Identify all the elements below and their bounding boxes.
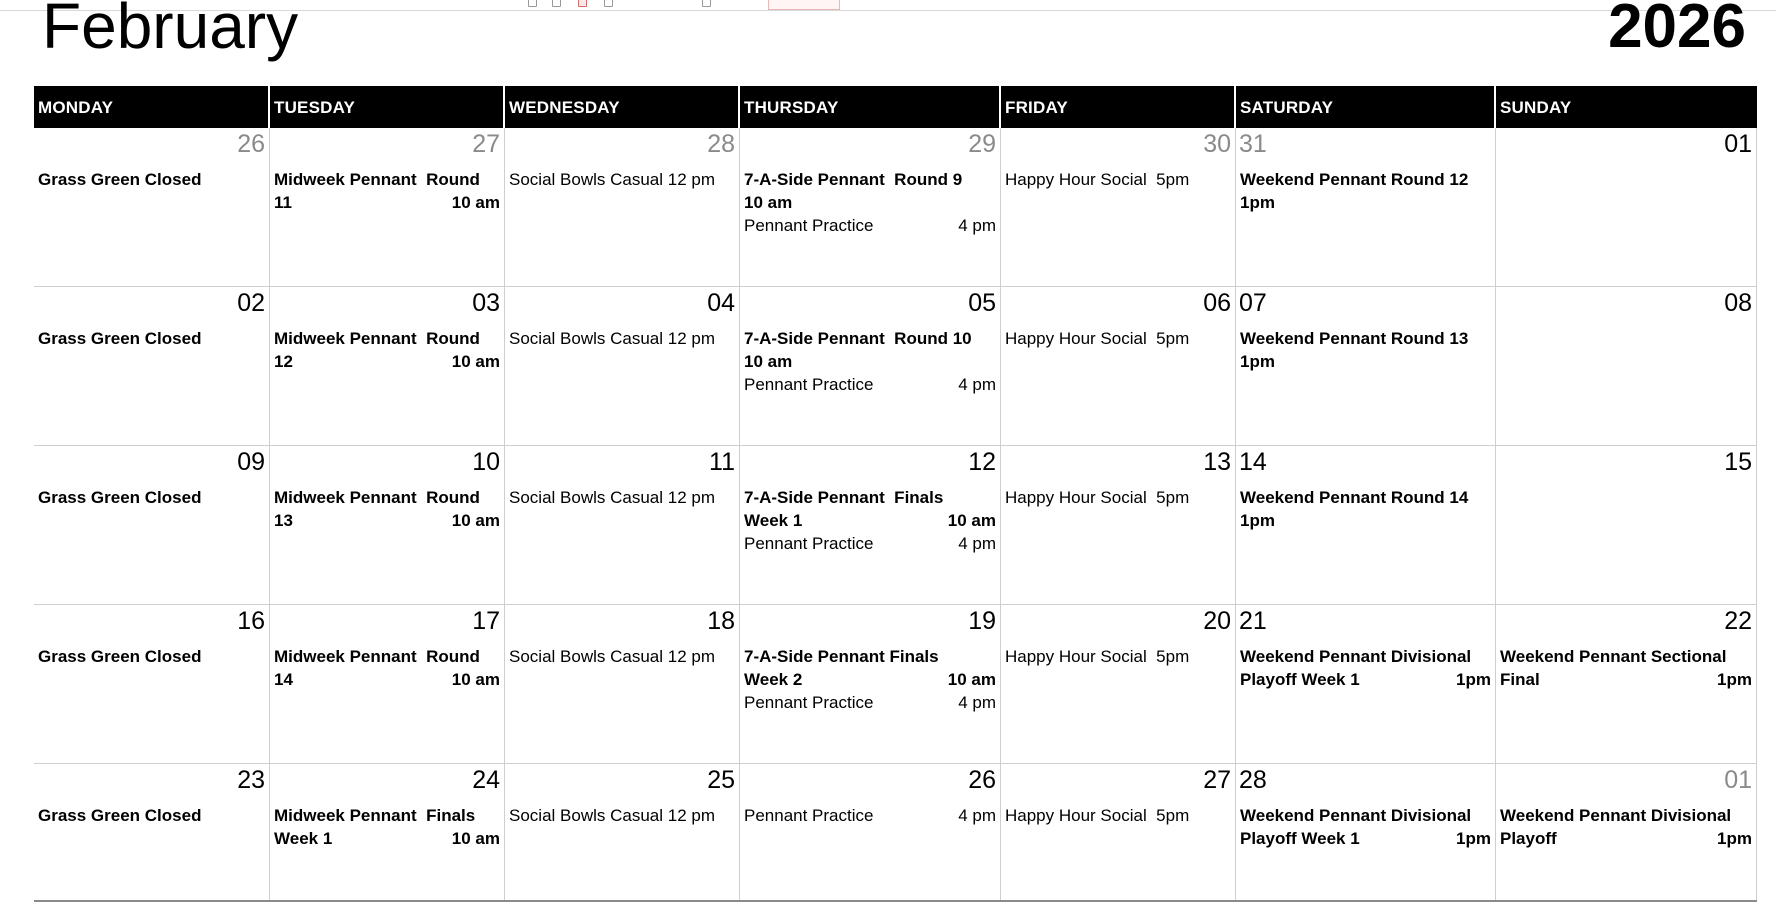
toolbar-icon[interactable] xyxy=(604,0,613,7)
weekday-header: FRIDAY xyxy=(1001,86,1236,128)
day-number: 04 xyxy=(707,289,735,317)
day-cell[interactable] xyxy=(740,605,1001,763)
day-events xyxy=(1005,645,1231,668)
day-cell[interactable] xyxy=(1236,128,1496,286)
day-cell[interactable] xyxy=(1236,764,1496,900)
event-text: Grass Green Closed xyxy=(38,329,202,348)
event-text: 11 xyxy=(274,193,292,212)
day-events xyxy=(509,645,735,668)
event-text: 1pm xyxy=(1240,193,1275,212)
event-text: Pennant Practice xyxy=(744,693,874,712)
event-text: Happy Hour Social 5pm xyxy=(1005,647,1190,666)
event-time: 10 am xyxy=(451,670,500,689)
weekday-header: SATURDAY xyxy=(1236,86,1496,128)
day-events xyxy=(509,486,735,509)
toolbar-field[interactable] xyxy=(768,0,840,10)
event-line xyxy=(274,827,500,850)
day-cell[interactable] xyxy=(1001,128,1236,286)
event-line xyxy=(744,691,996,714)
event-time: 1pm xyxy=(1717,670,1752,689)
event-text: Social Bowls Casual 12 pm xyxy=(509,806,715,825)
day-number: 20 xyxy=(1203,607,1231,635)
event-text: Midweek Pennant Round xyxy=(274,329,480,348)
event-text: Playoff Week 1 xyxy=(1240,829,1360,848)
event-line xyxy=(744,214,996,237)
event-text: Social Bowls Casual 12 pm xyxy=(509,647,715,666)
event-line xyxy=(744,668,996,691)
weekday-header: MONDAY xyxy=(34,86,270,128)
day-number: 22 xyxy=(1724,607,1752,635)
day-cell[interactable] xyxy=(270,605,505,763)
event-time: 10 am xyxy=(947,511,996,530)
day-events xyxy=(274,168,500,214)
day-number: 07 xyxy=(1239,289,1267,317)
event-text: Week 2 xyxy=(744,670,803,689)
event-line xyxy=(274,668,500,691)
day-number: 21 xyxy=(1239,607,1267,635)
day-events xyxy=(1240,486,1491,532)
day-number: 16 xyxy=(237,607,265,635)
day-cell[interactable] xyxy=(1496,605,1757,763)
day-events xyxy=(509,168,735,191)
day-events xyxy=(274,327,500,373)
event-text: 1pm xyxy=(1240,352,1275,371)
toolbar-icon[interactable] xyxy=(702,0,711,7)
week-row xyxy=(34,446,1757,605)
day-events xyxy=(38,486,265,509)
event-text: Playoff Week 1 xyxy=(1240,670,1360,689)
event-text: Weekend Pennant Round 14 xyxy=(1240,488,1469,507)
day-number: 10 xyxy=(472,448,500,476)
day-events xyxy=(1240,804,1491,850)
day-events xyxy=(1240,168,1491,214)
day-number: 27 xyxy=(1203,766,1231,794)
event-text: 10 am xyxy=(744,352,793,371)
day-events xyxy=(744,804,996,827)
day-events xyxy=(1240,645,1491,691)
day-cell[interactable] xyxy=(1496,764,1757,900)
weekday-header: THURSDAY xyxy=(740,86,1001,128)
day-cell[interactable] xyxy=(740,128,1001,286)
month-title: February xyxy=(42,0,299,62)
event-text: Social Bowls Casual 12 pm xyxy=(509,170,715,189)
day-cell[interactable] xyxy=(1236,605,1496,763)
event-text: Weekend Pennant Divisional xyxy=(1240,806,1472,825)
day-cell[interactable] xyxy=(270,446,505,604)
day-events xyxy=(274,486,500,532)
day-cell[interactable] xyxy=(505,287,740,445)
day-events xyxy=(1005,168,1231,191)
event-time: 10 am xyxy=(451,511,500,530)
event-line xyxy=(744,804,996,827)
day-number: 14 xyxy=(1239,448,1267,476)
toolbar-icon-active[interactable] xyxy=(578,0,587,7)
day-events xyxy=(744,168,996,237)
weekday-header: WEDNESDAY xyxy=(505,86,740,128)
event-text: Weekend Pennant Round 13 xyxy=(1240,329,1469,348)
event-text: Weekend Pennant Divisional xyxy=(1500,806,1732,825)
week-row xyxy=(34,128,1757,287)
day-cell[interactable] xyxy=(505,605,740,763)
day-events xyxy=(1005,804,1231,827)
event-time: 10 am xyxy=(451,193,500,212)
day-events xyxy=(1500,804,1752,850)
event-text: Week 1 xyxy=(744,511,803,530)
event-text: Grass Green Closed xyxy=(38,647,202,666)
event-text: Grass Green Closed xyxy=(38,806,202,825)
event-line xyxy=(1240,668,1491,691)
day-cell[interactable] xyxy=(270,128,505,286)
day-events xyxy=(509,804,735,827)
event-time: 1pm xyxy=(1456,670,1491,689)
day-number: 26 xyxy=(968,766,996,794)
event-text: Midweek Pennant Round xyxy=(274,488,480,507)
day-number: 01 xyxy=(1724,766,1752,794)
day-number: 23 xyxy=(237,766,265,794)
day-number: 25 xyxy=(707,766,735,794)
day-events xyxy=(274,804,500,850)
event-text: Week 1 xyxy=(274,829,333,848)
day-number: 18 xyxy=(707,607,735,635)
day-number: 03 xyxy=(472,289,500,317)
day-number: 29 xyxy=(968,130,996,158)
day-events xyxy=(744,645,996,714)
event-text: Weekend Pennant Round 12 xyxy=(1240,170,1469,189)
event-text: Weekend Pennant Divisional xyxy=(1240,647,1472,666)
day-number: 24 xyxy=(472,766,500,794)
event-text: Pennant Practice xyxy=(744,534,874,553)
week-row xyxy=(34,605,1757,764)
event-time: 1pm xyxy=(1717,829,1752,848)
day-events xyxy=(274,645,500,691)
event-text: Happy Hour Social 5pm xyxy=(1005,488,1190,507)
event-line xyxy=(274,350,500,373)
event-text: Midweek Pennant Round xyxy=(274,170,480,189)
event-time: 10 am xyxy=(451,829,500,848)
event-text: 12 xyxy=(274,352,293,371)
day-cell[interactable] xyxy=(1496,446,1757,604)
weekday-header: TUESDAY xyxy=(270,86,505,128)
event-time: 10 am xyxy=(451,352,500,371)
event-time: 4 pm xyxy=(958,375,996,394)
event-text: Happy Hour Social 5pm xyxy=(1005,170,1190,189)
event-text: Midweek Pennant Round xyxy=(274,647,480,666)
day-number: 28 xyxy=(707,130,735,158)
event-text: Grass Green Closed xyxy=(38,170,202,189)
event-text: 1pm xyxy=(1240,511,1275,530)
day-cell[interactable] xyxy=(1236,446,1496,604)
day-cell[interactable] xyxy=(34,764,270,900)
day-cell[interactable] xyxy=(1236,287,1496,445)
day-events xyxy=(1005,486,1231,509)
day-cell[interactable] xyxy=(1001,287,1236,445)
event-text: Pennant Practice xyxy=(744,806,874,825)
day-cell[interactable] xyxy=(34,446,270,604)
day-number: 17 xyxy=(472,607,500,635)
day-cell[interactable] xyxy=(1001,605,1236,763)
event-line xyxy=(274,191,500,214)
week-row xyxy=(34,287,1757,446)
day-number: 31 xyxy=(1239,130,1267,158)
event-text: Final xyxy=(1500,670,1540,689)
day-number: 30 xyxy=(1203,130,1231,158)
calendar-grid xyxy=(34,86,1757,902)
event-time: 4 pm xyxy=(958,216,996,235)
event-line xyxy=(744,532,996,555)
event-text: 13 xyxy=(274,511,293,530)
toolbar-icon[interactable] xyxy=(528,0,537,7)
event-text: 7-A-Side Pennant Round 9 xyxy=(744,170,963,189)
event-line xyxy=(1500,668,1752,691)
day-number: 27 xyxy=(472,130,500,158)
weekday-header-row xyxy=(34,86,1757,128)
day-number: 12 xyxy=(968,448,996,476)
day-number: 02 xyxy=(237,289,265,317)
weekday-header: SUNDAY xyxy=(1500,98,1572,117)
day-cell[interactable] xyxy=(1496,128,1757,286)
day-events xyxy=(38,645,265,668)
day-cell[interactable] xyxy=(505,128,740,286)
day-number: 06 xyxy=(1203,289,1231,317)
day-events xyxy=(38,168,265,191)
year-title: 2026 xyxy=(1608,0,1746,61)
event-line xyxy=(1240,827,1491,850)
day-cell[interactable] xyxy=(505,764,740,900)
day-events xyxy=(744,327,996,396)
event-text: Pennant Practice xyxy=(744,216,874,235)
day-cell[interactable] xyxy=(1001,764,1236,900)
event-time: 4 pm xyxy=(958,806,996,825)
day-number: 26 xyxy=(237,130,265,158)
weeks-container xyxy=(34,128,1757,902)
day-number: 09 xyxy=(237,448,265,476)
week-row xyxy=(34,764,1757,902)
day-events xyxy=(38,327,265,350)
day-cell[interactable] xyxy=(740,446,1001,604)
event-text: 7-A-Side Pennant Finals xyxy=(744,647,939,666)
event-text: 14 xyxy=(274,670,293,689)
day-cell[interactable] xyxy=(34,287,270,445)
day-cell[interactable] xyxy=(740,764,1001,900)
event-text: 7-A-Side Pennant Finals xyxy=(744,488,944,507)
event-line xyxy=(744,509,996,532)
event-time: 10 am xyxy=(947,670,996,689)
day-number: 05 xyxy=(968,289,996,317)
day-cell[interactable] xyxy=(34,605,270,763)
event-text: Midweek Pennant Finals xyxy=(274,806,476,825)
event-text: Happy Hour Social 5pm xyxy=(1005,806,1190,825)
day-cell[interactable] xyxy=(270,287,505,445)
event-line xyxy=(274,509,500,532)
day-events xyxy=(1240,327,1491,373)
event-text: Social Bowls Casual 12 pm xyxy=(509,329,715,348)
day-events xyxy=(38,804,265,827)
event-text: Playoff xyxy=(1500,829,1557,848)
day-number: 08 xyxy=(1724,289,1752,317)
event-text: Pennant Practice xyxy=(744,375,874,394)
event-line xyxy=(744,373,996,396)
day-cell[interactable] xyxy=(1001,446,1236,604)
event-text: 7-A-Side Pennant Round 10 xyxy=(744,329,972,348)
event-time: 4 pm xyxy=(958,693,996,712)
event-text: Social Bowls Casual 12 pm xyxy=(509,488,715,507)
day-cell[interactable] xyxy=(1496,287,1757,445)
day-cell[interactable] xyxy=(270,764,505,900)
toolbar-icon[interactable] xyxy=(552,0,561,7)
day-cell[interactable] xyxy=(740,287,1001,445)
day-number: 01 xyxy=(1724,130,1752,158)
day-number: 28 xyxy=(1239,766,1267,794)
day-events xyxy=(744,486,996,555)
event-text: Grass Green Closed xyxy=(38,488,202,507)
day-number: 11 xyxy=(709,448,735,476)
event-time: 4 pm xyxy=(958,534,996,553)
day-cell[interactable] xyxy=(34,128,270,286)
day-events xyxy=(509,327,735,350)
day-cell[interactable] xyxy=(505,446,740,604)
event-text: Weekend Pennant Sectional xyxy=(1500,647,1727,666)
day-number: 15 xyxy=(1724,448,1752,476)
event-text: 10 am xyxy=(744,193,793,212)
day-number: 13 xyxy=(1203,448,1231,476)
event-text: Happy Hour Social 5pm xyxy=(1005,329,1190,348)
event-line xyxy=(1500,827,1752,850)
day-number: 19 xyxy=(968,607,996,635)
day-events xyxy=(1500,645,1752,691)
day-events xyxy=(1005,327,1231,350)
event-time: 1pm xyxy=(1456,829,1491,848)
